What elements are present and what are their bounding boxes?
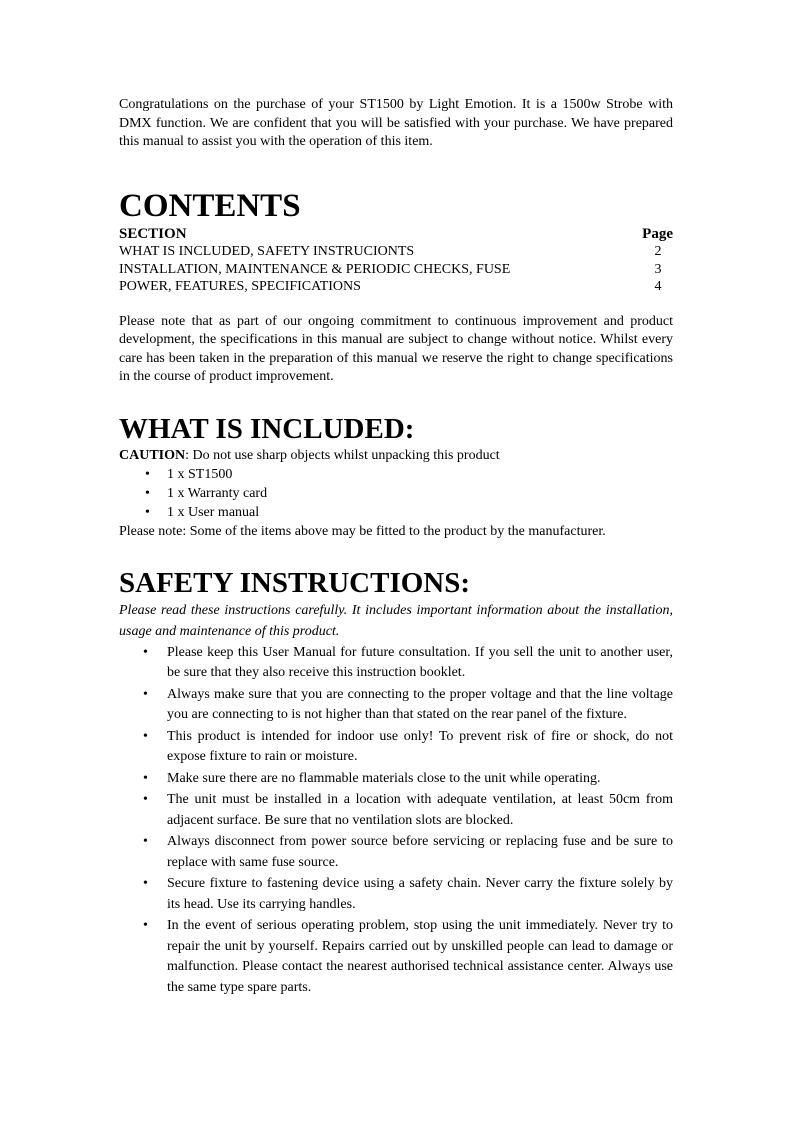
contents-page-number: 2 [654,244,662,259]
bullet-icon: • [145,466,150,482]
manual-page [119,96,673,998]
safety-item-text: The unit must be installed in a location with adequate ventilation, at least 50cm from adjacent surface. Be sure that no ventilation slots are blocked. [167,792,673,828]
included-item-text: 1 x Warranty card [167,485,268,501]
caution-label: CAUTION [119,447,186,463]
safety-item-text: Please keep this User Manual for future consultation. If you sell the unit to another user, be sure that they also receive this instruction booklet. [167,644,673,680]
safety-list [119,643,673,999]
bullet-icon: • [143,686,148,702]
safety-item-text: This product is intended for indoor use only! To prevent risk of fire or shock, do not expose fixture to rain or moisture. [167,728,673,764]
bullet-icon: • [145,485,150,501]
contents-section-title: INSTALLATION, MAINTENANCE & PERIODIC CHECKS, FUSE [119,261,511,277]
bullet-icon: • [145,504,150,520]
list-item [119,727,673,768]
bullet-icon: • [143,792,148,807]
list-item [119,769,673,790]
list-item [119,484,673,503]
safety-item-text: In the event of serious operating problem, stop using the unit immediately. Never try to repair the unit by yourself. Repairs carried out by unskilled people can lead to damage or malfunction. Please contact the nearest authorised technical assistance center. Always use the same type spare parts. [167,918,673,995]
list-item [119,503,673,522]
list-item [119,916,673,998]
caution-line [119,446,673,465]
safety-heading: SAFETY INSTRUCTIONS: [119,566,471,599]
list-item [119,790,673,831]
bullet-icon: • [143,728,148,744]
caution-text: : Do not use sharp objects whilst unpacking this product [185,447,500,463]
list-item [119,832,673,873]
safety-item-text: Always make sure that you are connecting to the proper voltage and that the line voltage you are connecting to is not higher than that stated on the rear panel of the fixture. [167,686,673,722]
section-column-header: SECTION [119,225,187,242]
bullet-icon: • [143,834,148,849]
included-note: Please note: Some of the items above may be fitted to the product by the manufacturer. [119,523,606,539]
page-column-header: Page [642,225,673,242]
included-list [119,465,673,522]
contents-section-title: POWER, FEATURES, SPECIFICATIONS [119,279,361,294]
contents-page-number: 4 [654,279,662,294]
contents-heading: CONTENTS [119,187,301,224]
list-item [119,874,673,915]
specifications-note: Please note that as part of our ongoing commitment to continuous improvement and product development, the specifications in this manual are subject to change without notice. Whilst every care has been taken in the preparation of this manual we reserve the right to change specifications in the course of product improvement. [119,313,673,384]
included-item-text: 1 x ST1500 [167,466,233,482]
intro-paragraph: Congratulations on the purchase of your ST1500 by Light Emotion. It is a 1500w Strobe with DMX function. We are confident that you will be satisfied with your purchase. We have prepared this manual to assist you with the operation of this item. [119,97,673,149]
included-item-text: 1 x User manual [167,504,260,520]
safety-item-text: Always disconnect from power source before servicing or replacing fuse and be sure to replace with same fuse source. [167,834,673,870]
safety-item-text: Secure fixture to fastening device using a safety chain. Never carry the fixture solely by its head. Use its carrying handles. [167,876,673,912]
list-item [119,685,673,726]
included-heading: WHAT IS INCLUDED: [119,412,415,445]
contents-header-row [119,226,673,244]
contents-section-title: WHAT IS INCLUDED, SAFETY INSTRUCIONTS [119,244,415,259]
list-item [119,465,673,484]
bullet-icon: • [143,644,148,660]
contents-row [119,278,673,296]
safety-item-text: Make sure there are no flammable materials close to the unit while operating. [167,770,601,786]
bullet-icon: • [143,770,148,786]
contents-row [119,243,673,261]
bullet-icon: • [143,876,148,891]
bullet-icon: • [143,918,148,933]
contents-row [119,261,673,279]
contents-table [119,226,673,296]
list-item [119,643,673,684]
contents-page-number: 3 [654,261,662,277]
safety-intro: Please read these instructions carefully. It includes important information about the installation, usage and maintenance of this product. [119,602,673,639]
